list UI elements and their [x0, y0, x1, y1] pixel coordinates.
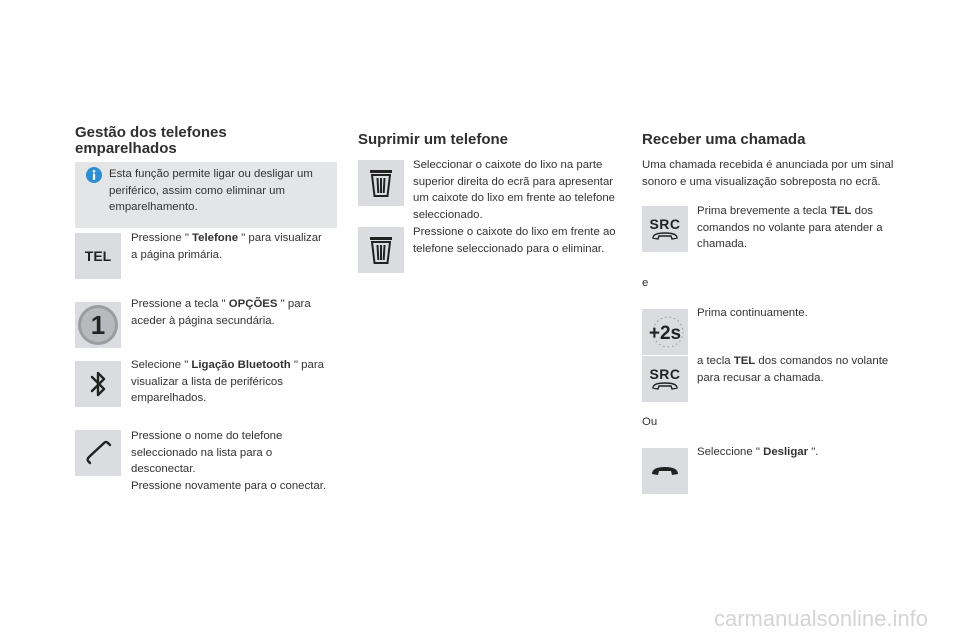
src-button-icon: SRC	[642, 206, 688, 252]
receive-intro-text: Uma chamada recebida é anunciada por um sinal sonoro e uma visualização sobreposta no ecrã.	[642, 159, 894, 188]
handset-small-icon	[650, 231, 680, 241]
src-button-icon: SRC	[642, 356, 688, 402]
handset-glyph	[83, 438, 113, 468]
heading-line-1: Gestão dos telefones	[75, 124, 227, 141]
step-options-text: Pressione a tecla " OPÇÕES " para aceder à página secundária.	[131, 298, 311, 327]
trash-icon	[358, 160, 404, 206]
svg-text:1: 1	[90, 310, 106, 340]
step-telefone-text: Pressione " Telefone " para visualizar a página primária.	[131, 232, 322, 261]
watermark: carmanualsonline.info	[713, 606, 928, 631]
hang-up-glyph	[650, 464, 680, 478]
tel-button-icon: TEL	[75, 233, 121, 279]
press-2s-icon	[642, 309, 688, 355]
press-2s-glyph	[642, 309, 688, 355]
svg-text:+2s: +2s	[648, 323, 682, 344]
separator-ou: Ou	[642, 416, 658, 428]
section-heading-receive: Receber uma chamada	[642, 131, 806, 148]
handset-small-icon	[650, 381, 680, 391]
trash-glyph	[368, 235, 394, 265]
receive-step-2-text: Prima continuamente.	[697, 307, 808, 319]
number-1-icon	[75, 302, 121, 348]
info-text: Esta função permite ligar ou desligar um periférico, assim como eliminar um emparelhamento.	[109, 168, 313, 213]
delete-step-1-text: Seleccionar o caixote do lixo na parte superior direita do ecrã para apresentar um caixote do lixo em frente ao telefone seleccionado.	[413, 159, 615, 221]
section-heading-delete: Suprimir um telefone	[358, 131, 509, 148]
number-1-badge	[76, 303, 120, 347]
bluetooth-icon	[75, 361, 121, 407]
bluetooth-glyph	[86, 369, 110, 399]
trash-icon	[358, 227, 404, 273]
info-icon	[86, 167, 102, 183]
section-heading-pairing	[75, 125, 227, 157]
receive-step-4-text: Seleccione " Desligar ".	[697, 446, 819, 458]
receive-step-3-text: a tecla TEL dos comandos no volante para recusar a chamada.	[697, 355, 889, 384]
phone-handset-icon	[75, 430, 121, 476]
receive-step-1-text: Prima brevemente a tecla TEL dos comandos no volante para atender a chamada.	[697, 205, 883, 250]
trash-glyph	[368, 168, 394, 198]
step-phone-text: Pressione o nome do telefone seleccionado na lista para o desconectar. Pressione novamente para o conectar.	[131, 430, 327, 492]
separator-e: e	[642, 277, 649, 289]
step-bluetooth-text: Selecione " Ligação Bluetooth " para visualizar a lista de periféricos emparelhados.	[131, 359, 324, 404]
hang-up-icon	[642, 448, 688, 494]
delete-step-2-text: Pressione o caixote do lixo em frente ao telefone seleccionado para o eliminar.	[413, 226, 616, 255]
heading-line-2: emparelhados	[75, 140, 177, 157]
